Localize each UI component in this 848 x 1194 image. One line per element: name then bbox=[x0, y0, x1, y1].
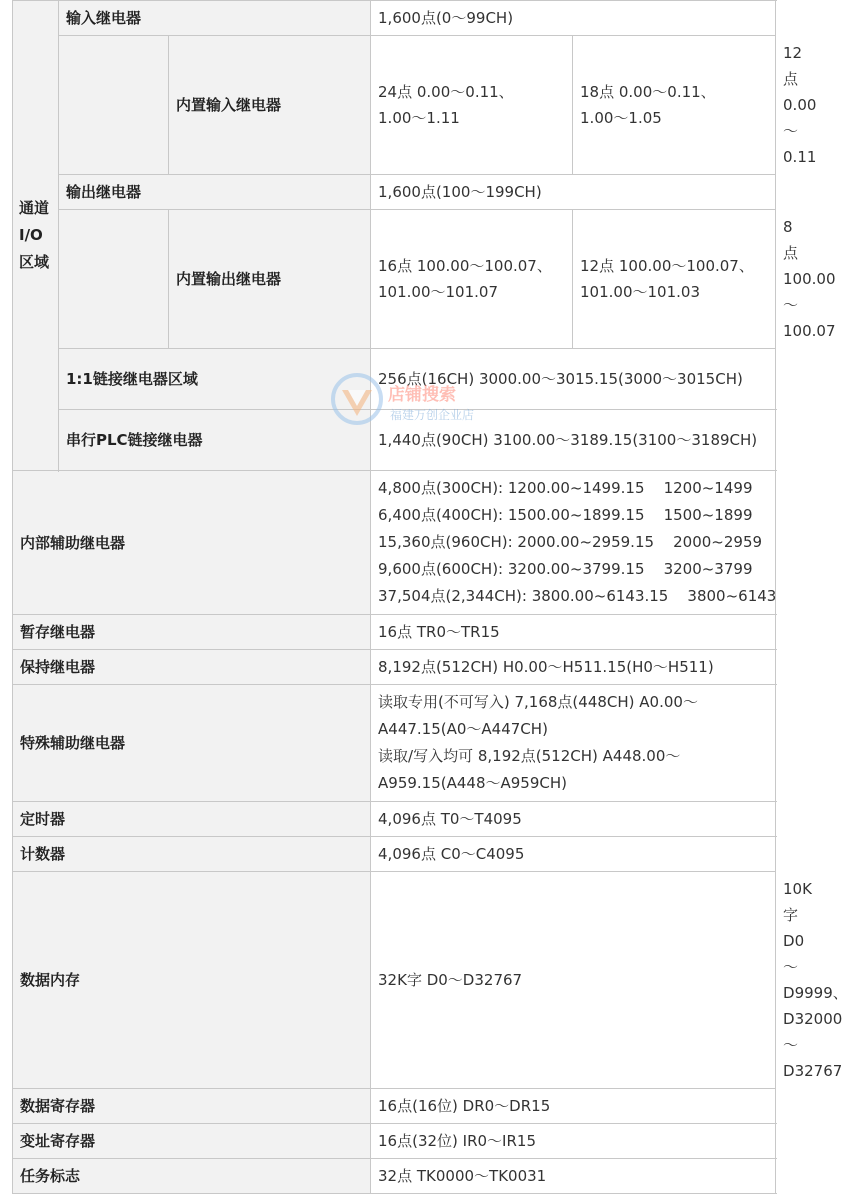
data-memory-label: 数据内存 bbox=[13, 872, 371, 1089]
table-row bbox=[13, 349, 776, 410]
table-row bbox=[13, 837, 776, 872]
table-row bbox=[13, 175, 776, 210]
table-row bbox=[13, 685, 776, 802]
builtin-output-label: 内置输出继电器 bbox=[169, 210, 371, 349]
internal-aux-line: 9,600点(600CH): 3200.00~3799.15 3200~3799 bbox=[378, 560, 753, 578]
hold-relay-label: 保持继电器 bbox=[13, 650, 371, 685]
table-row bbox=[13, 1124, 776, 1159]
link-11-value: 256点(16CH) 3000.00～3015.15(3000～3015CH) bbox=[371, 349, 776, 410]
table-row bbox=[13, 615, 776, 650]
table-row bbox=[13, 1089, 776, 1124]
data-memory-value-1: 32K字 D0～D32767 bbox=[371, 872, 776, 1089]
builtin-output-value-2: 12点 100.00～100.07、 101.00～101.03 bbox=[573, 210, 776, 349]
table-row bbox=[13, 1159, 776, 1194]
plc-spec-table bbox=[12, 0, 848, 1194]
link-11-label: 1:1链接继电器区域 bbox=[59, 349, 371, 410]
special-aux-relay-label: 特殊辅助继电器 bbox=[13, 685, 371, 802]
table-row bbox=[13, 1, 776, 36]
timer-value: 4,096点 T0～T4095 bbox=[371, 802, 776, 837]
special-aux-line: 读取/写入均可 8,192点(512CH) A448.00～A959.15(A448～A959CH) bbox=[378, 747, 681, 792]
counter-value: 4,096点 C0～C4095 bbox=[371, 837, 776, 872]
table-row bbox=[13, 410, 776, 471]
internal-aux-line: 37,504点(2,344CH): 3800.00~6143.15 3800~6143 bbox=[378, 587, 777, 605]
internal-aux-line: 15,360点(960CH): 2000.00~2959.15 2000~2959 bbox=[378, 533, 763, 551]
table-row bbox=[13, 471, 776, 615]
builtin-input-value-2: 18点 0.00～0.11、 1.00～1.05 bbox=[573, 36, 776, 175]
serial-plc-link-value: 1,440点(90CH) 3100.00～3189.15(3100～3189CH) bbox=[371, 410, 776, 471]
indent-spacer bbox=[59, 210, 169, 349]
internal-aux-relay-label: 内部辅助继电器 bbox=[13, 471, 371, 615]
table-row: 内置输入继电器 24点 0.00～0.11、 1.00～1.11 18点 0.00～0.11、 1.00～1.05 12点 0.00～0.11 bbox=[13, 36, 776, 175]
builtin-output-value-1: 16点 100.00～100.07、 101.00～101.07 bbox=[371, 210, 573, 349]
watermark-subtitle: 福建万创企业店 bbox=[390, 408, 475, 422]
table-row bbox=[13, 650, 776, 685]
data-register-value: 16点(16位) DR0～DR15 bbox=[371, 1089, 776, 1124]
counter-label: 计数器 bbox=[13, 837, 371, 872]
input-relay-label: 输入继电器 bbox=[59, 1, 371, 36]
output-relay-label: 输出继电器 bbox=[59, 175, 371, 210]
internal-aux-line: 6,400点(400CH): 1500.00~1899.15 1500~1899 bbox=[378, 506, 753, 524]
data-register-label: 数据寄存器 bbox=[13, 1089, 371, 1124]
temp-relay-label: 暂存继电器 bbox=[13, 615, 371, 650]
io-area-group-label: 通道 I/O 区域 bbox=[13, 1, 59, 471]
internal-aux-relay-value bbox=[371, 471, 776, 615]
task-flag-label: 任务标志 bbox=[13, 1159, 371, 1194]
index-register-label: 变址寄存器 bbox=[13, 1124, 371, 1159]
builtin-input-value-1: 24点 0.00～0.11、 1.00～1.11 bbox=[371, 36, 573, 175]
table-row: 数据内存 32K字 D0～D32767 10K字 D0～D9999、 D32000～D32767 bbox=[13, 872, 776, 1089]
task-flag-value: 32点 TK0000～TK0031 bbox=[371, 1159, 776, 1194]
timer-label: 定时器 bbox=[13, 802, 371, 837]
indent-spacer bbox=[59, 36, 169, 175]
serial-plc-link-label: 串行PLC链接继电器 bbox=[59, 410, 371, 471]
watermark-title: 店铺搜索 bbox=[388, 385, 456, 405]
spec-table-container bbox=[12, 0, 848, 1194]
input-relay-value: 1,600点(0～99CH) bbox=[371, 1, 776, 36]
temp-relay-value: 16点 TR0～TR15 bbox=[371, 615, 776, 650]
special-aux-relay-value bbox=[371, 685, 776, 802]
special-aux-line: 读取专用(不可写入) 7,168点(448CH) A0.00～A447.15(A0～A447CH) bbox=[378, 693, 698, 738]
table-row bbox=[13, 802, 776, 837]
index-register-value: 16点(32位) IR0～IR15 bbox=[371, 1124, 776, 1159]
internal-aux-line: 4,800点(300CH): 1200.00~1499.15 1200~1499 bbox=[378, 479, 753, 497]
output-relay-value: 1,600点(100～199CH) bbox=[371, 175, 776, 210]
table-row: 内置输出继电器 16点 100.00～100.07、 101.00～101.07 12点 100.00～100.07、 101.00～101.03 8点 100.00～100.07 bbox=[13, 210, 776, 349]
builtin-input-label: 内置输入继电器 bbox=[169, 36, 371, 175]
hold-relay-value: 8,192点(512CH) H0.00～H511.15(H0～H511) bbox=[371, 650, 776, 685]
